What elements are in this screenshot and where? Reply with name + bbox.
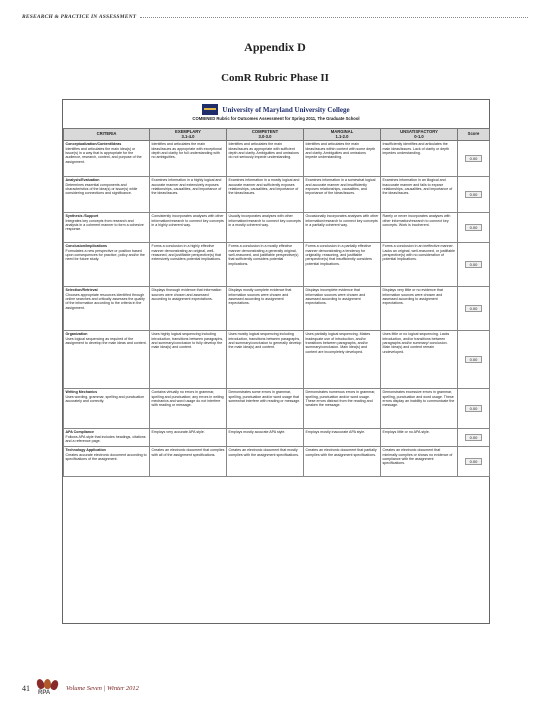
criterion-cell [64,331,150,389]
score-field[interactable]: 0.00 [465,305,482,312]
unsatisfactory-cell: Displays very little or no evidence that information sources were chosen and assessed according to assignment expectations. [381,287,458,331]
competent-cell: Displays mostly complete evidence that information sources were chosen and assessed according to assignment expectations. [227,287,304,331]
marginal-cell: Employs mostly inaccurate APA style. [304,429,381,447]
marginal-cell: Forms a conclusion in a partially effective manner demonstrating a tendency for originality, reasoning, and justifiable perspective(s) that insufficiently considers potential implications. [304,243,381,287]
unsatisfactory-cell: Demonstrates excessive errors in grammar, spelling, punctuation and word usage. These errors display an inability to communicate the message. [381,389,458,429]
competent-cell: Examines information in a mostly logical and accurate manner and sufficiently exposes relationships, causalities, and importance of the ideas/issues. [227,177,304,213]
criterion-name: Selection/Retrieval [65,288,98,293]
exemplary-cell: Employs very accurate APA style. [150,429,227,447]
criterion-description: Identifies and articulates the main idea(s) or issue(s) in a way that is appropriate for the audience, research, context, and purpose of the assignment. [65,146,142,164]
running-head-text: RESEARCH & PRACTICE IN ASSESSMENT [22,14,137,20]
volume-info: Volume Seven | Winter 2012 [66,684,139,692]
page-title: ComR Rubric Phase II [221,72,329,84]
score-field[interactable]: 0.00 [465,155,482,162]
rubric-row [64,287,490,331]
criterion-name: APA Compliance [65,430,95,435]
institution-name: University of Maryland University College [222,105,350,114]
competent-cell: Usually incorporates analyses with other information/research to connect key concepts in a mostly coherent way. [227,213,304,243]
unsatisfactory-cell: Employs little or no APA style. [381,429,458,447]
rubric-table [63,128,490,477]
score-cell [458,177,490,213]
score-field[interactable]: 0.00 [465,224,482,231]
page-footer [22,679,139,697]
col-score: Score [458,129,490,141]
criterion-cell [64,177,150,213]
score-cell [458,429,490,447]
rubric-row [64,331,490,389]
rubric-row [64,141,490,177]
criterion-description: Chooses appropriate resources identified through online searches and critically assesses the quality of the information according to the criteria in the assignment. [65,292,145,310]
rubric-row [64,243,490,287]
criterion-name: Conceptualization/Content/Ideas [65,142,122,147]
criterion-name: Synthesis /Support [65,214,99,219]
criterion-cell [64,429,150,447]
score-field[interactable]: 0.00 [465,405,482,412]
score-field[interactable]: 0.00 [465,458,482,465]
criterion-name: Writing Mechanics [65,390,98,395]
criterion-cell [64,141,150,177]
competent-cell: Demonstrates some errors in grammar, spelling, punctuation and/or word usage that somewhat interfere with reading or message. [227,389,304,429]
criterion-cell [64,287,150,331]
rubric-row [64,177,490,213]
score-cell [458,213,490,243]
rubric-row [64,213,490,243]
marginal-cell: Creates an electronic document that partially complies with the assignment specifications. [304,447,381,477]
appendix-heading: Appendix D [244,40,306,54]
unsatisfactory-cell: Insufficiently identifies and articulates the main ideas/issues. Lack of clarity or depth impedes understanding. [381,141,458,177]
score-cell [458,287,490,331]
competent-cell: Forms a conclusion in a mostly effective manner demonstrating a generally original, well-reasoned, and justifiable perspective(s) that sufficiently considers potential implications. [227,243,304,287]
running-head [22,14,528,20]
criterion-description: Uses logical sequencing as required of the assignment to develop the main ideas and content. [65,336,147,345]
criterion-name: Conclusion/Implications [65,244,108,249]
exemplary-cell: Contains virtually no errors in grammar, spelling and punctuation; any errors in writing mechanics and word usage do not interfere with reading or message. [150,389,227,429]
criterion-cell [64,213,150,243]
exemplary-cell: Displays thorough evidence that information sources were chosen and assessed according to assignment expectations. [150,287,227,331]
competent-cell: Employs mostly accurate APA style. [227,429,304,447]
criterion-name: Technology Application [65,448,106,453]
col-marginal: MARGINAL 1.1-2.0 [304,129,381,141]
rubric-row [64,389,490,429]
rubric-header-row [64,129,490,141]
marginal-cell: Examines information in a somewhat logical and accurate manner and insufficiently exposes relationships, causalities, and importance of the ideas/issues. [304,177,381,213]
score-field[interactable]: 0.00 [465,434,482,441]
criterion-description: Uses wording, grammar, spelling and punctuation accurately and correctly. [65,394,145,403]
score-field[interactable]: 0.00 [465,191,482,198]
score-cell [458,141,490,177]
rubric-header [63,100,489,128]
marginal-cell: Displays incomplete evidence that information sources were chosen and assessed according to assignment expectations. [304,287,381,331]
col-unsatisfactory: UNSATISFACTORY 0-1.0 [381,129,458,141]
criterion-description: Follows APA style that includes headings, citations and a reference page. [65,434,146,443]
unsatisfactory-cell: Examines information in an illogical and inaccurate manner and fails to expose relationships, causalities, and importance of the ideas/issues. [381,177,458,213]
university-logo-icon [202,104,218,115]
col-exemplary: EXEMPLARY 3.1-4.0 [150,129,227,141]
score-cell [458,389,490,429]
unsatisfactory-cell: Creates an electronic document that minimally complies or shows no evidence of compliance with the assignment specifications. [381,447,458,477]
score-cell [458,243,490,287]
rubric-frame [62,99,490,624]
score-cell [458,447,490,477]
competent-cell: Uses mostly logical sequencing including introduction, transitions between paragraphs, and summary/conclusion to generally develop the main idea(s) and content. [227,331,304,389]
exemplary-cell: Forms a conclusion in a highly effective manner demonstrating an original, well-reasoned, and justifiable perspective(s) that extensively considers potential implications. [150,243,227,287]
exemplary-cell: Identifies and articulates the main ideas/issues as appropriate with exceptional depth and clarity for full understanding with no ambiguities. [150,141,227,177]
col-competent: COMPETENT 3.0-3.0 [227,129,304,141]
criterion-name: Organization [65,332,88,337]
criterion-name: Analysis/Evaluation [65,178,100,183]
running-head-rule [140,17,528,18]
unsatisfactory-cell: Rarely or never incorporates analyses with other information/research to connect key concepts. Work is incoherent. [381,213,458,243]
marginal-cell: Uses partially logical sequencing. Makes inadequate use of introduction, and/or transitions between paragraphs, and/or summary/conclusion. Main idea(s) and content are incompletely developed. [304,331,381,389]
rubric-subtitle: COMBINED Rubric for Outcomes Assessment for Spring 2011, The Graduate School [192,116,360,121]
rubric-row [64,447,490,477]
marginal-cell: Identifies and articulates the main ideas/issues within context with some depth and clarity. Ambiguities and omissions impede understanding. [304,141,381,177]
criterion-description: Integrates key concepts from research and analysis in a coherent manner to form a cohesive response. [65,218,144,232]
score-cell [458,331,490,389]
criterion-cell [64,447,150,477]
exemplary-cell: Creates an electronic document that complies with all of the assignment specifications. [150,447,227,477]
score-field[interactable]: 0.00 [465,261,482,268]
competent-cell: Identifies and articulates the main ideas/issues as appropriate with sufficient depth and clarity. Ambiguities and omissions do not seriously impede understanding. [227,141,304,177]
criterion-description: Formulates a new perspective or position based upon consequences for practice, policy and/or the need for future study. [65,248,145,262]
criterion-description: Creates accurate electronic document according to specifications of the assignment. [65,452,147,461]
criterion-description: Determines essential components and characteristics of the idea(s) or issue(s) while considering connections and significance. [65,182,138,196]
exemplary-cell: Consistently incorporates analyses with other information/research to connect key concepts in a highly coherent way. [150,213,227,243]
exemplary-cell: Examines information in a highly logical and accurate manner and extensively exposes relationships, causalities, and importance of the ideas/issues. [150,177,227,213]
rubric-row [64,429,490,447]
page-number: 41 [22,683,30,693]
marginal-cell: Demonstrates numerous errors in grammar, spelling, punctuation and/or word usage. These errors distract from the reading and weaken the message. [304,389,381,429]
score-field[interactable]: 0.00 [465,356,482,363]
criterion-cell [64,389,150,429]
marginal-cell: Occasionally incorporates analyses with other information/research to connect key concepts in a partially coherent way. [304,213,381,243]
unsatisfactory-cell: Forms a conclusion in an ineffective manner. Lacks an original, well-reasoned, or justifiable perspective(s) with no consideration of potential implications. [381,243,458,287]
competent-cell: Creates an electronic document that mostly complies with the assignment specifications. [227,447,304,477]
criterion-cell [64,243,150,287]
rpa-logo-icon: RPA [35,679,61,697]
unsatisfactory-cell: Uses little or no logical sequencing. Lacks introduction, and/or transitions between paragraphs and/or summary/ conclusion. Main idea(s) and content remain undeveloped. [381,331,458,389]
exemplary-cell: Uses highly logical sequencing including introduction, transitions between paragraphs, and summary/conclusion to fully develop the main idea(s) and content. [150,331,227,389]
col-criteria: CRITERIA [64,129,150,141]
